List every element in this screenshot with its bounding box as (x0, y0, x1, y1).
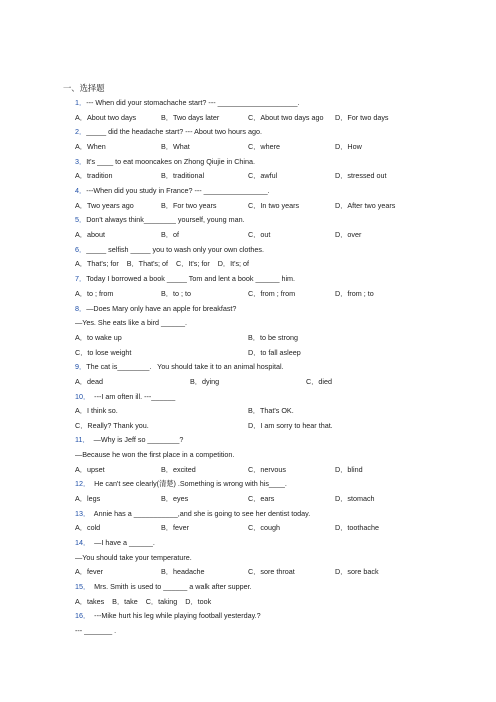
option-b[interactable]: B．headache (161, 567, 205, 576)
option-d[interactable]: D．After two years (335, 201, 396, 210)
question-number: 6． (75, 245, 87, 254)
question-15 (75, 583, 252, 590)
question-number: 7． (75, 274, 87, 283)
question-11 (75, 436, 183, 443)
option-c[interactable]: C．About two days ago (248, 113, 324, 122)
option-c[interactable]: C．to lose weight (75, 348, 132, 357)
option-c[interactable]: C．nervous (248, 465, 286, 474)
question-7 (75, 275, 295, 282)
option-b[interactable]: B．to be strong (248, 333, 298, 342)
question-stem: Today I borrowed a book _____ Tom and lent a book ______ him. (86, 274, 296, 283)
options-line[interactable]: A．takes B．take C．taking D．took (75, 597, 212, 606)
option-d[interactable]: D．stomach (335, 494, 375, 503)
option-b[interactable]: B．For two years (161, 201, 217, 210)
question-number: 4． (75, 186, 87, 195)
option-d[interactable]: D．For two days (335, 113, 389, 122)
question-stem: _____ did the headache start? --- About two hours ago. (86, 127, 262, 136)
option-a[interactable]: A．tradition (75, 171, 113, 180)
option-c[interactable]: C．awful (248, 171, 278, 180)
option-b[interactable]: B．fever (161, 523, 189, 532)
question-number: 2． (75, 127, 87, 136)
question-stem: ---Mike hurt his leg while playing football yesterday.? (90, 611, 261, 620)
question-number: 1． (75, 98, 87, 107)
question-14 (75, 539, 155, 546)
option-d[interactable]: D．over (335, 230, 362, 239)
option-a[interactable]: A．upset (75, 465, 105, 474)
question-10 (75, 393, 175, 400)
question-stem: ---I am often ill. ---______ (90, 392, 176, 401)
option-a[interactable]: A．to ; from (75, 289, 114, 298)
option-d[interactable]: D．toothache (335, 523, 379, 532)
option-a[interactable]: A．dead (75, 377, 103, 386)
question-stem: It's ____ to eat mooncakes on Zhong Qiujie in China. (86, 157, 255, 166)
option-d[interactable]: D．sore back (335, 567, 379, 576)
question-5 (75, 216, 245, 223)
question-6 (75, 246, 264, 253)
question-stem: He can't see clearly(清楚) .Something is wrong with his____. (90, 479, 287, 488)
option-d[interactable]: D．from ; to (335, 289, 374, 298)
option-b[interactable]: B．What (161, 142, 190, 151)
option-a[interactable]: A．I think so. (75, 406, 118, 415)
option-d[interactable]: D．I am sorry to hear that. (248, 421, 333, 430)
question-stem: —I have a ______. (90, 538, 155, 547)
question-stem: ---When did you study in France? --- ________________. (86, 186, 270, 195)
question-2 (75, 128, 262, 135)
question-number: 13． (75, 509, 91, 518)
question-stem: Annie has a ___________,and she is going to see her dentist today. (90, 509, 311, 518)
option-b[interactable]: B．to ; to (161, 289, 191, 298)
option-c[interactable]: C．sore throat (248, 567, 295, 576)
question-stem: --- When did your stomachache start? --- ____________________. (86, 98, 300, 107)
question-8 (75, 305, 236, 312)
option-a[interactable]: A．Two years ago (75, 201, 134, 210)
option-c[interactable]: C．where (248, 142, 280, 151)
question-number: 12． (75, 479, 91, 488)
option-c[interactable]: C．ears (248, 494, 275, 503)
question-4 (75, 187, 270, 194)
options-line[interactable]: A．That's; for B．That's; of C．It's; for D．It's; of (75, 259, 250, 268)
option-a[interactable]: A．About two days (75, 113, 137, 122)
option-c[interactable]: C．out (248, 230, 271, 239)
option-c[interactable]: C．from ; from (248, 289, 296, 298)
option-c[interactable]: C．In two years (248, 201, 300, 210)
question-stem: _____ selfish _____ you to wash only your own clothes. (86, 245, 264, 254)
question-stem: The cat is________. You should take it to an animal hospital. (86, 362, 284, 371)
question-stem: Don't always think________ yourself, young man. (86, 215, 245, 224)
option-a[interactable]: A．When (75, 142, 106, 151)
option-a[interactable]: A．legs (75, 494, 101, 503)
option-c[interactable]: C．died (306, 377, 332, 386)
option-c[interactable]: C．cough (248, 523, 280, 532)
option-d[interactable]: D．stressed out (335, 171, 387, 180)
question-3 (75, 158, 255, 165)
question-number: 14． (75, 538, 91, 547)
option-c[interactable]: C．Really? Thank you. (75, 421, 149, 430)
question-dialog-line: —Because he won the first place in a competition. (75, 450, 235, 459)
option-d[interactable]: D．blind (335, 465, 363, 474)
question-dialog-line: —Yes. She eats like a bird ______. (75, 318, 188, 327)
question-stem: Mrs. Smith is used to ______ a walk after supper. (90, 582, 252, 591)
option-a[interactable]: A．fever (75, 567, 103, 576)
question-stem: —Why is Jeff so ________? (89, 435, 184, 444)
question-1 (75, 99, 300, 106)
option-b[interactable]: B．eyes (161, 494, 189, 503)
option-b[interactable]: B．excited (161, 465, 196, 474)
option-d[interactable]: D．How (335, 142, 362, 151)
question-number: 15． (75, 582, 91, 591)
option-b[interactable]: B．That's OK. (248, 406, 294, 415)
option-b[interactable]: B．of (161, 230, 179, 239)
option-a[interactable]: A．to wake up (75, 333, 122, 342)
question-number: 16． (75, 611, 91, 620)
question-number: 3． (75, 157, 87, 166)
option-b[interactable]: B．traditional (161, 171, 205, 180)
option-b[interactable]: B．Two days later (161, 113, 220, 122)
question-stem: —Does Mary only have an apple for breakfast? (86, 304, 237, 313)
question-number: 10． (75, 392, 91, 401)
section-title: 一、选择题 (63, 83, 105, 93)
option-a[interactable]: A．cold (75, 523, 101, 532)
question-12 (75, 480, 287, 487)
option-d[interactable]: D．to fall asleep (248, 348, 301, 357)
option-b[interactable]: B．dying (190, 377, 220, 386)
question-9 (75, 363, 284, 370)
question-dialog-line: —You should take your temperature. (75, 553, 192, 562)
question-number: 5． (75, 215, 87, 224)
question-dialog-line: --- _______ . (75, 626, 117, 635)
question-16 (75, 612, 261, 619)
option-a[interactable]: A．about (75, 230, 105, 239)
question-number: 11． (75, 435, 90, 444)
question-13 (75, 510, 310, 517)
question-number: 9． (75, 362, 87, 371)
question-number: 8． (75, 304, 87, 313)
